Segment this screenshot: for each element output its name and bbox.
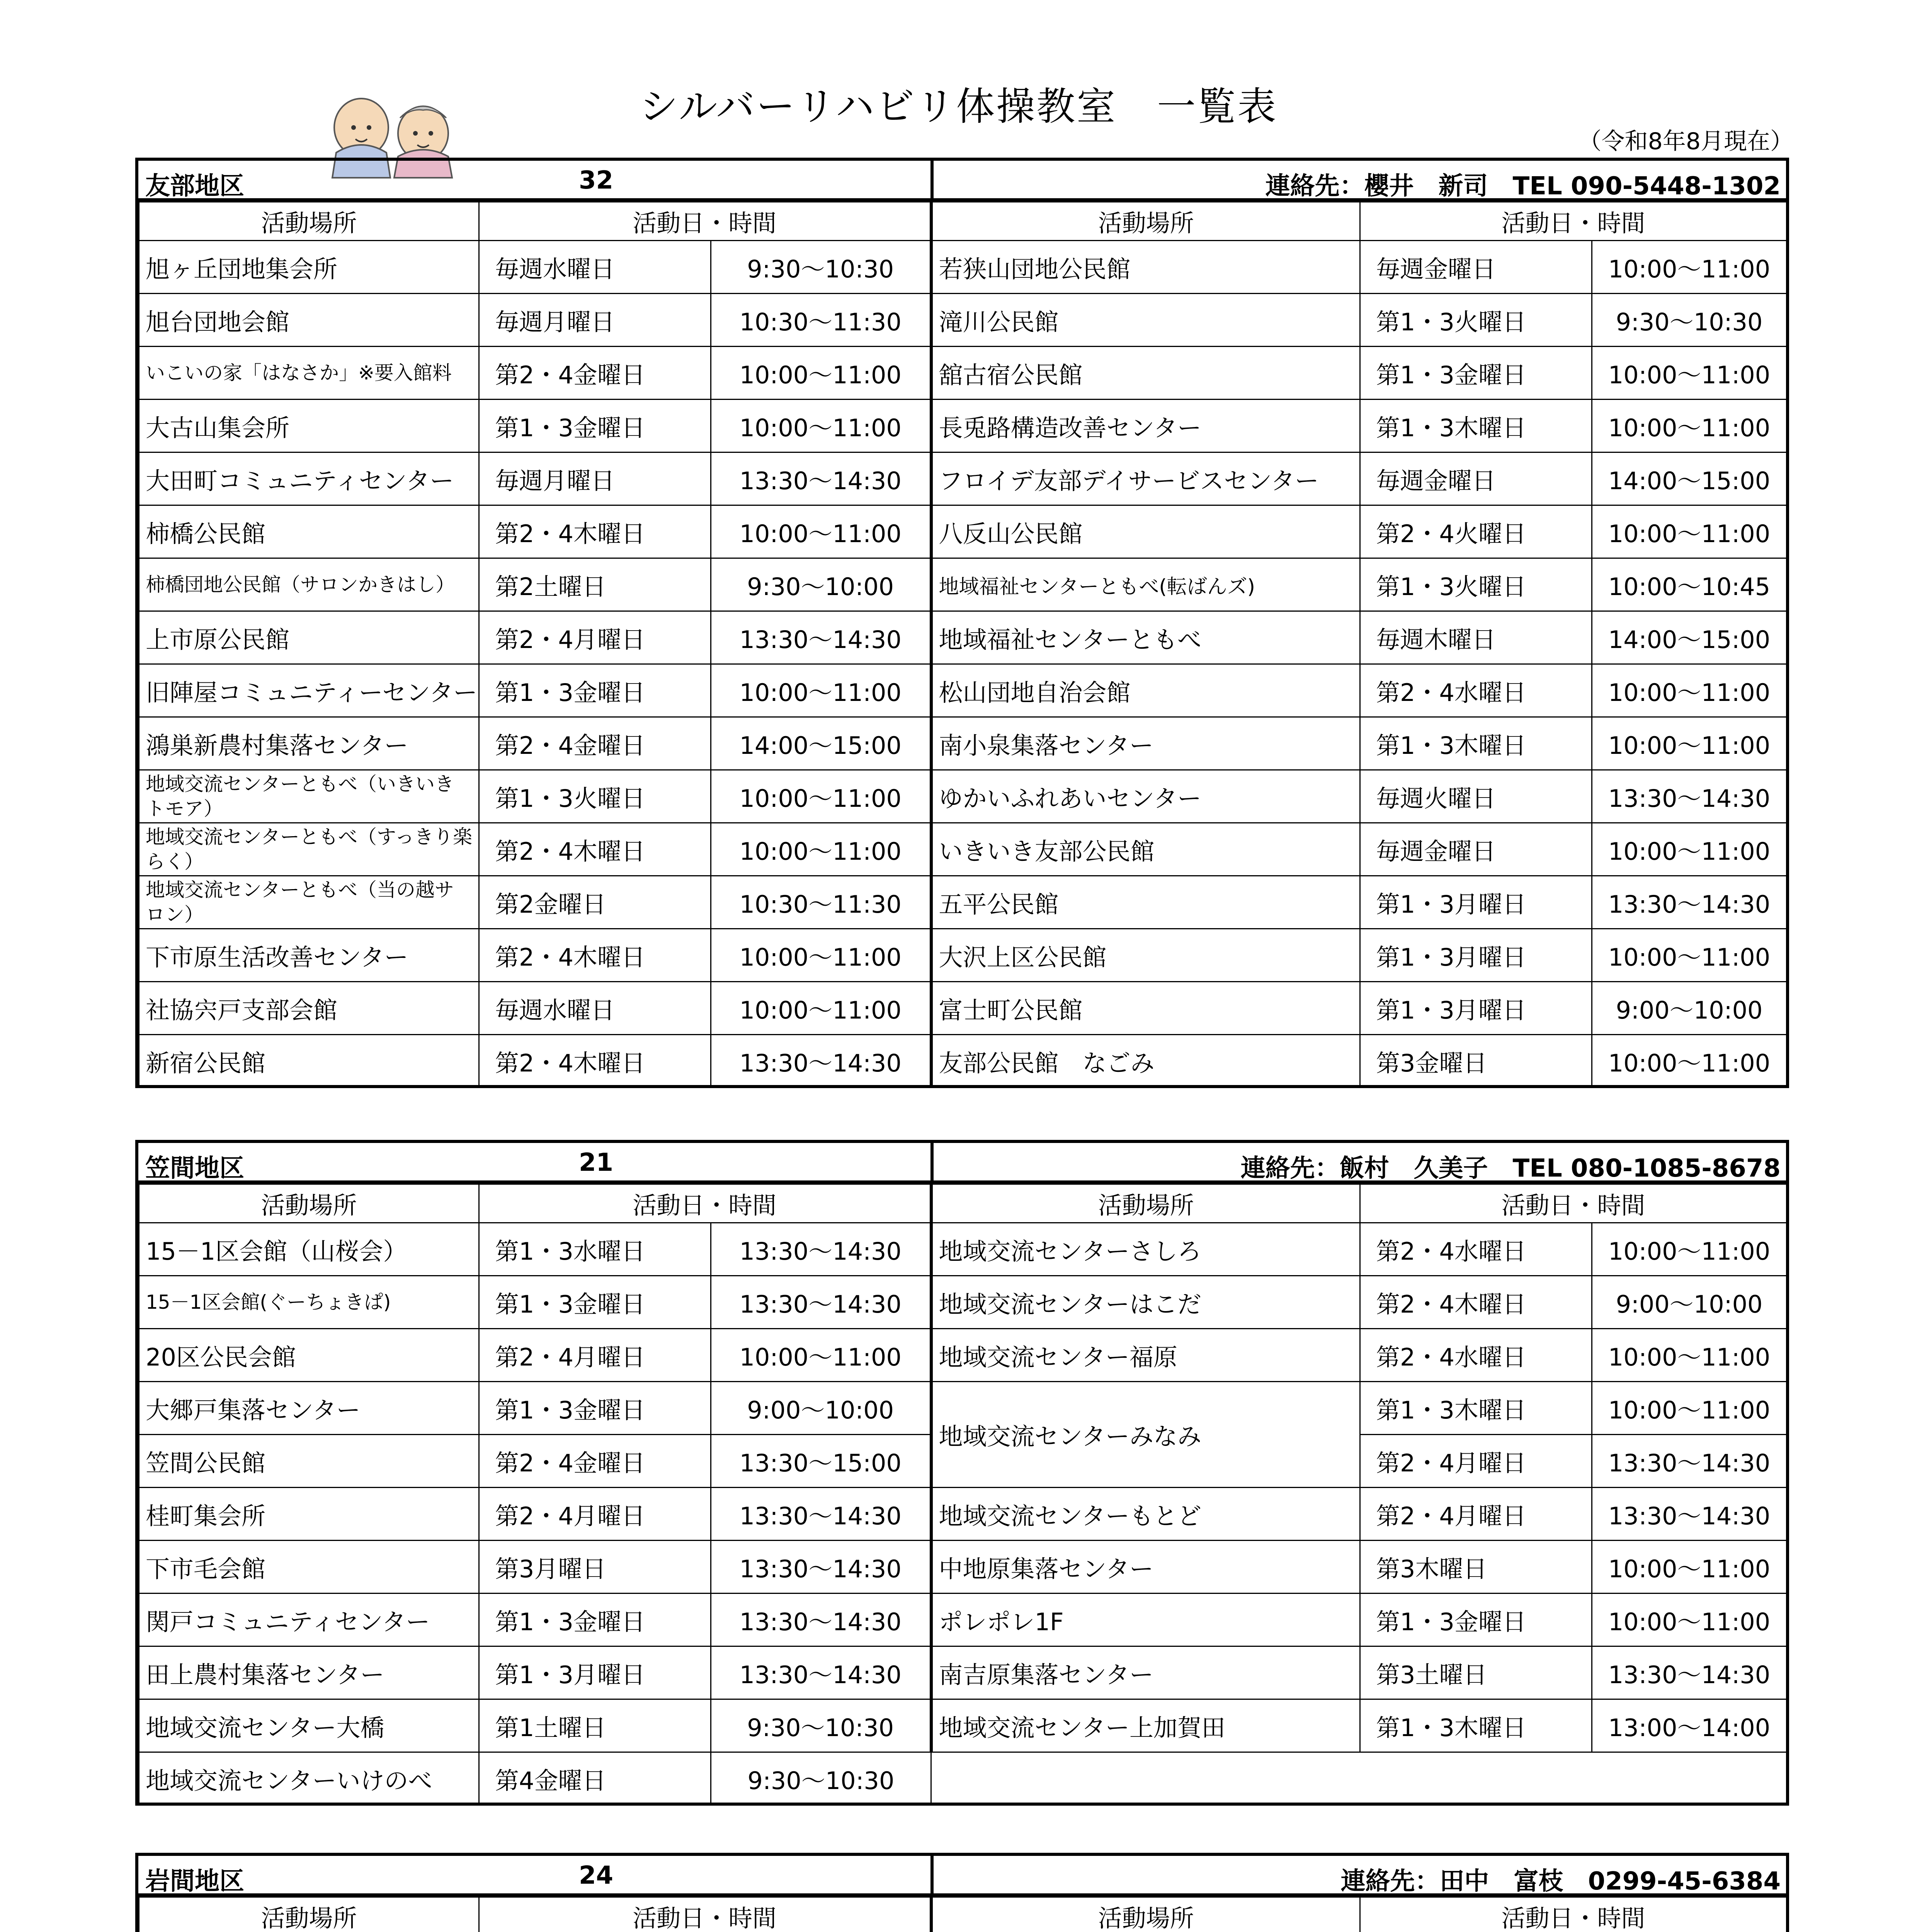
table-row bbox=[139, 1035, 1787, 1088]
activity-day: 第2土曜日 bbox=[479, 558, 711, 611]
activity-time: 14:00～15:00 bbox=[1592, 611, 1787, 664]
activity-time: 10:00～11:00 bbox=[1592, 400, 1787, 452]
activity-place: 大郷戸集落センター bbox=[139, 1382, 479, 1435]
activity-day: 第2・4木曜日 bbox=[1360, 1276, 1592, 1329]
activity-day: 毎週水曜日 bbox=[479, 241, 711, 294]
activity-time: 13:30～14:30 bbox=[711, 1035, 931, 1088]
activity-place: いこいの家「はなさか」※要入館料 bbox=[139, 347, 479, 400]
class-count: 21 bbox=[579, 1148, 614, 1177]
activity-time: 10:00～11:00 bbox=[1592, 241, 1787, 294]
activity-time: 10:00～10:45 bbox=[1592, 558, 1787, 611]
activity-day: 第1・3金曜日 bbox=[479, 664, 711, 717]
activity-time: 10:00～11:00 bbox=[1592, 347, 1787, 400]
header-divider bbox=[930, 1856, 934, 1896]
activity-place: 笠間公民館 bbox=[139, 1435, 479, 1488]
activity-time: 10:00～11:00 bbox=[1592, 1329, 1787, 1382]
activity-day: 第1・3木曜日 bbox=[1360, 400, 1592, 452]
column-header-daytime: 活動日・時間 bbox=[1360, 1897, 1787, 1932]
activity-time: 10:00～11:00 bbox=[711, 505, 931, 558]
activity-day: 第3金曜日 bbox=[1360, 1035, 1592, 1088]
column-header-daytime: 活動日・時間 bbox=[479, 202, 931, 241]
empty-cell bbox=[931, 1752, 1787, 1805]
table-row bbox=[139, 294, 1787, 347]
contact-info: 連絡先：飯村 久美子 TEL 080-1085-8678 bbox=[1240, 1154, 1781, 1183]
contact-info: 連絡先：田中 富枝 0299-45-6384 bbox=[1340, 1867, 1781, 1896]
activity-time: 10:00～11:00 bbox=[1592, 823, 1787, 876]
column-header-daytime: 活動日・時間 bbox=[479, 1897, 931, 1932]
activity-place: 桂町集会所 bbox=[139, 1488, 479, 1541]
district-header bbox=[138, 1143, 1786, 1184]
activity-time: 9:30～10:30 bbox=[1592, 294, 1787, 347]
activity-day: 第2・4木曜日 bbox=[479, 929, 711, 982]
activity-day: 第1・3火曜日 bbox=[1360, 558, 1592, 611]
activity-day: 第4金曜日 bbox=[479, 1752, 711, 1805]
header-row bbox=[139, 1897, 1787, 1932]
table-row bbox=[139, 1223, 1787, 1276]
activity-place: 地域交流センターともべ（当の越サロン） bbox=[139, 876, 479, 929]
contact-info: 連絡先：櫻井 新司 TEL 090-5448-1302 bbox=[1265, 172, 1781, 201]
activity-day: 第1・3金曜日 bbox=[479, 1382, 711, 1435]
activity-place: 大沢上区公民館 bbox=[931, 929, 1360, 982]
activity-time: 9:30～10:30 bbox=[711, 1752, 931, 1805]
activity-time: 13:30～15:00 bbox=[711, 1435, 931, 1488]
table-row bbox=[139, 1541, 1787, 1594]
activity-place: 旭台団地会館 bbox=[139, 294, 479, 347]
activity-place: 地域交流センター大橋 bbox=[139, 1699, 479, 1752]
activity-place: 新宿公民館 bbox=[139, 1035, 479, 1088]
activity-place: 地域交流センターはこだ bbox=[931, 1276, 1360, 1329]
activity-day: 第2・4月曜日 bbox=[1360, 1435, 1592, 1488]
header-divider bbox=[930, 161, 934, 201]
activity-time: 13:30～14:30 bbox=[1592, 1435, 1787, 1488]
activity-place: 下市毛会館 bbox=[139, 1541, 479, 1594]
activity-day: 第3木曜日 bbox=[1360, 1541, 1592, 1594]
header-divider bbox=[930, 1143, 934, 1184]
header-row bbox=[139, 202, 1787, 241]
activity-day: 第2・4月曜日 bbox=[479, 611, 711, 664]
activity-day: 毎週月曜日 bbox=[479, 294, 711, 347]
table-row bbox=[139, 1329, 1787, 1382]
activity-place: 下市原生活改善センター bbox=[139, 929, 479, 982]
activity-time: 13:30～14:30 bbox=[711, 1594, 931, 1646]
table-row bbox=[139, 1488, 1787, 1541]
activity-day: 第2・4月曜日 bbox=[479, 1488, 711, 1541]
activity-place: いきいき友部公民館 bbox=[931, 823, 1360, 876]
activity-day: 毎週月曜日 bbox=[479, 452, 711, 505]
activity-place: 南吉原集落センター bbox=[931, 1646, 1360, 1699]
activity-day: 第2・4月曜日 bbox=[479, 1329, 711, 1382]
activity-time: 10:00～11:00 bbox=[1592, 505, 1787, 558]
activity-place: 地域交流センターいけのべ bbox=[139, 1752, 479, 1805]
activity-place: 大田町コミュニティセンター bbox=[139, 452, 479, 505]
activity-day: 第1・3水曜日 bbox=[479, 1223, 711, 1276]
activity-time: 13:30～14:30 bbox=[711, 452, 931, 505]
activity-place: 社協宍戸支部会館 bbox=[139, 982, 479, 1035]
table-row bbox=[139, 982, 1787, 1035]
activity-time: 13:30～14:30 bbox=[711, 1488, 931, 1541]
table-row bbox=[139, 823, 1787, 876]
schedule-table bbox=[138, 1896, 1787, 1932]
activity-place: 南小泉集落センター bbox=[931, 717, 1360, 770]
activity-time: 9:30～10:30 bbox=[711, 241, 931, 294]
activity-day: 第2・4月曜日 bbox=[1360, 1488, 1592, 1541]
table-row bbox=[139, 717, 1787, 770]
activity-place: 柿橋団地公民館（サロンかきはし） bbox=[139, 558, 479, 611]
district-section-1 bbox=[135, 158, 1789, 1088]
activity-time: 10:00～11:00 bbox=[711, 982, 931, 1035]
activity-place: 地域交流センター上加賀田 bbox=[931, 1699, 1360, 1752]
activity-day: 第2・4水曜日 bbox=[1360, 1223, 1592, 1276]
activity-time: 9:00～10:00 bbox=[1592, 982, 1787, 1035]
activity-day: 第1土曜日 bbox=[479, 1699, 711, 1752]
activity-day: 毎週木曜日 bbox=[1360, 611, 1592, 664]
header-row bbox=[139, 1184, 1787, 1223]
district-name: 笠間地区 bbox=[145, 1154, 244, 1183]
table-row bbox=[139, 770, 1787, 823]
activity-time: 10:00～11:00 bbox=[711, 347, 931, 400]
activity-time: 14:00～15:00 bbox=[1592, 452, 1787, 505]
activity-day: 第1・3火曜日 bbox=[479, 770, 711, 823]
activity-place: ポレポレ1F bbox=[931, 1594, 1360, 1646]
activity-time: 13:30～14:30 bbox=[1592, 876, 1787, 929]
activity-day: 第1・3金曜日 bbox=[479, 1276, 711, 1329]
class-count: 24 bbox=[579, 1861, 614, 1890]
activity-day: 第2・4金曜日 bbox=[479, 347, 711, 400]
column-header-daytime: 活動日・時間 bbox=[1360, 202, 1787, 241]
activity-place: 滝川公民館 bbox=[931, 294, 1360, 347]
activity-time: 10:00～11:00 bbox=[711, 770, 931, 823]
activity-day: 毎週金曜日 bbox=[1360, 241, 1592, 294]
table-row bbox=[139, 929, 1787, 982]
activity-time: 13:00～14:00 bbox=[1592, 1699, 1787, 1752]
activity-place: 地域交流センターともべ（すっきり楽らく） bbox=[139, 823, 479, 876]
activity-place: 地域交流センターさしろ bbox=[931, 1223, 1360, 1276]
column-header-daytime: 活動日・時間 bbox=[1360, 1184, 1787, 1223]
activity-place: 地域交流センターもとど bbox=[931, 1488, 1360, 1541]
activity-time: 9:30～10:00 bbox=[711, 558, 931, 611]
district-header bbox=[138, 1856, 1786, 1896]
activity-place: 若狭山団地公民館 bbox=[931, 241, 1360, 294]
activity-place: 地域福祉センターともべ bbox=[931, 611, 1360, 664]
activity-place: 富士町公民館 bbox=[931, 982, 1360, 1035]
activity-time: 10:30～11:30 bbox=[711, 294, 931, 347]
column-header-place: 活動場所 bbox=[139, 202, 479, 241]
activity-day: 第1・3金曜日 bbox=[1360, 1594, 1592, 1646]
table-row bbox=[139, 1276, 1787, 1329]
activity-day: 第2金曜日 bbox=[479, 876, 711, 929]
activity-place: 旭ヶ丘団地集会所 bbox=[139, 241, 479, 294]
as-of-date: （令和8年8月現在） bbox=[1578, 128, 1793, 155]
table-row bbox=[139, 664, 1787, 717]
activity-day: 第1・3月曜日 bbox=[1360, 982, 1592, 1035]
activity-place: 舘古宿公民館 bbox=[931, 347, 1360, 400]
activity-day: 毎週水曜日 bbox=[479, 982, 711, 1035]
activity-time: 13:30～14:30 bbox=[711, 611, 931, 664]
activity-place: 旧陣屋コミュニティーセンター bbox=[139, 664, 479, 717]
activity-time: 13:30～14:30 bbox=[1592, 1646, 1787, 1699]
table-row bbox=[139, 558, 1787, 611]
table-row bbox=[139, 400, 1787, 452]
activity-time: 10:00～11:00 bbox=[1592, 664, 1787, 717]
activity-day: 第1・3月曜日 bbox=[1360, 929, 1592, 982]
column-header-daytime: 活動日・時間 bbox=[479, 1184, 931, 1223]
activity-time: 13:30～14:30 bbox=[711, 1646, 931, 1699]
activity-day: 第1・3月曜日 bbox=[479, 1646, 711, 1699]
activity-place: ゆかいふれあいセンター bbox=[931, 770, 1360, 823]
activity-time: 10:00～11:00 bbox=[711, 1329, 931, 1382]
activity-day: 第1・3木曜日 bbox=[1360, 1382, 1592, 1435]
activity-day: 第3月曜日 bbox=[479, 1541, 711, 1594]
activity-place: 上市原公民館 bbox=[139, 611, 479, 664]
activity-place: 友部公民館 なごみ bbox=[931, 1035, 1360, 1088]
schedule-table bbox=[138, 1184, 1787, 1806]
activity-day: 第1・3木曜日 bbox=[1360, 1699, 1592, 1752]
activity-place: 田上農村集落センター bbox=[139, 1646, 479, 1699]
activity-day: 第1・3火曜日 bbox=[1360, 294, 1592, 347]
table-row bbox=[139, 1594, 1787, 1646]
activity-day: 第2・4木曜日 bbox=[479, 505, 711, 558]
column-header-place: 活動場所 bbox=[931, 1184, 1360, 1223]
activity-day: 第1・3金曜日 bbox=[1360, 347, 1592, 400]
activity-place: 八反山公民館 bbox=[931, 505, 1360, 558]
activity-day: 第3土曜日 bbox=[1360, 1646, 1592, 1699]
activity-time: 13:30～14:30 bbox=[1592, 1488, 1787, 1541]
activity-time: 13:30～14:30 bbox=[1592, 770, 1787, 823]
district-name: 友部地区 bbox=[145, 172, 244, 201]
activity-day: 第2・4火曜日 bbox=[1360, 505, 1592, 558]
activity-time: 10:00～11:00 bbox=[1592, 717, 1787, 770]
activity-time: 10:00～11:00 bbox=[1592, 1035, 1787, 1088]
activity-day: 第2・4木曜日 bbox=[479, 1035, 711, 1088]
table-row bbox=[139, 241, 1787, 294]
table-row bbox=[139, 876, 1787, 929]
table-row bbox=[139, 611, 1787, 664]
activity-place: 大古山集会所 bbox=[139, 400, 479, 452]
page-title: シルバーリハビリ体操教室 一覧表 bbox=[639, 84, 1278, 129]
activity-place: 地域交流センターみなみ bbox=[931, 1382, 1360, 1488]
activity-day: 第2・4金曜日 bbox=[479, 717, 711, 770]
activity-time: 10:00～11:00 bbox=[1592, 1541, 1787, 1594]
activity-day: 第1・3金曜日 bbox=[479, 1594, 711, 1646]
activity-place: 20区公民会館 bbox=[139, 1329, 479, 1382]
activity-time: 10:00～11:00 bbox=[711, 823, 931, 876]
column-header-place: 活動場所 bbox=[139, 1184, 479, 1223]
activity-place: 15－1区会館(ぐーちょきぱ) bbox=[139, 1276, 479, 1329]
district-header bbox=[138, 161, 1786, 201]
activity-day: 第2・4金曜日 bbox=[479, 1435, 711, 1488]
column-header-place: 活動場所 bbox=[931, 202, 1360, 241]
activity-place: 五平公民館 bbox=[931, 876, 1360, 929]
activity-time: 9:00～10:00 bbox=[711, 1382, 931, 1435]
activity-day: 第1・3月曜日 bbox=[1360, 876, 1592, 929]
activity-day: 第1・3木曜日 bbox=[1360, 717, 1592, 770]
activity-time: 10:30～11:30 bbox=[711, 876, 931, 929]
activity-time: 14:00～15:00 bbox=[711, 717, 931, 770]
activity-time: 10:00～11:00 bbox=[711, 664, 931, 717]
activity-time: 13:30～14:30 bbox=[711, 1541, 931, 1594]
activity-place: 長兎路構造改善センター bbox=[931, 400, 1360, 452]
activity-day: 第2・4水曜日 bbox=[1360, 664, 1592, 717]
district-section-3 bbox=[135, 1853, 1789, 1932]
activity-time: 10:00～11:00 bbox=[711, 400, 931, 452]
table-row bbox=[139, 1752, 1787, 1805]
activity-time: 10:00～11:00 bbox=[711, 929, 931, 982]
activity-day: 毎週火曜日 bbox=[1360, 770, 1592, 823]
activity-place: 15－1区会館（山桜会） bbox=[139, 1223, 479, 1276]
activity-day: 第1・3金曜日 bbox=[479, 400, 711, 452]
activity-time: 13:30～14:30 bbox=[711, 1223, 931, 1276]
table-row bbox=[139, 505, 1787, 558]
activity-place: 中地原集落センター bbox=[931, 1541, 1360, 1594]
activity-place: 松山団地自治会館 bbox=[931, 664, 1360, 717]
schedule-table bbox=[138, 201, 1787, 1088]
activity-day: 第2・4水曜日 bbox=[1360, 1329, 1592, 1382]
activity-place: 地域交流センター福原 bbox=[931, 1329, 1360, 1382]
activity-time: 10:00～11:00 bbox=[1592, 1382, 1787, 1435]
activity-time: 10:00～11:00 bbox=[1592, 929, 1787, 982]
activity-place: 柿橋公民館 bbox=[139, 505, 479, 558]
activity-place: 地域福祉センターともべ(転ばんズ) bbox=[931, 558, 1360, 611]
column-header-place: 活動場所 bbox=[139, 1897, 479, 1932]
activity-time: 9:00～10:00 bbox=[1592, 1276, 1787, 1329]
activity-time: 13:30～14:30 bbox=[711, 1276, 931, 1329]
activity-day: 第2・4木曜日 bbox=[479, 823, 711, 876]
table-row bbox=[139, 452, 1787, 505]
activity-place: 関戸コミュニティセンター bbox=[139, 1594, 479, 1646]
district-name: 岩間地区 bbox=[145, 1867, 244, 1896]
table-row bbox=[139, 1699, 1787, 1752]
activity-time: 9:30～10:30 bbox=[711, 1699, 931, 1752]
district-section-2 bbox=[135, 1140, 1789, 1806]
table-row bbox=[139, 347, 1787, 400]
class-count: 32 bbox=[579, 166, 614, 195]
table-row bbox=[139, 1646, 1787, 1699]
activity-time: 10:00～11:00 bbox=[1592, 1594, 1787, 1646]
activity-place: 鴻巣新農村集落センター bbox=[139, 717, 479, 770]
activity-place: フロイデ友部デイサービスセンター bbox=[931, 452, 1360, 505]
column-header-place: 活動場所 bbox=[931, 1897, 1360, 1932]
activity-day: 毎週金曜日 bbox=[1360, 823, 1592, 876]
activity-place: 地域交流センターともべ（いきいきトモア） bbox=[139, 770, 479, 823]
activity-time: 10:00～11:00 bbox=[1592, 1223, 1787, 1276]
table-row bbox=[139, 1382, 1787, 1435]
activity-day: 毎週金曜日 bbox=[1360, 452, 1592, 505]
